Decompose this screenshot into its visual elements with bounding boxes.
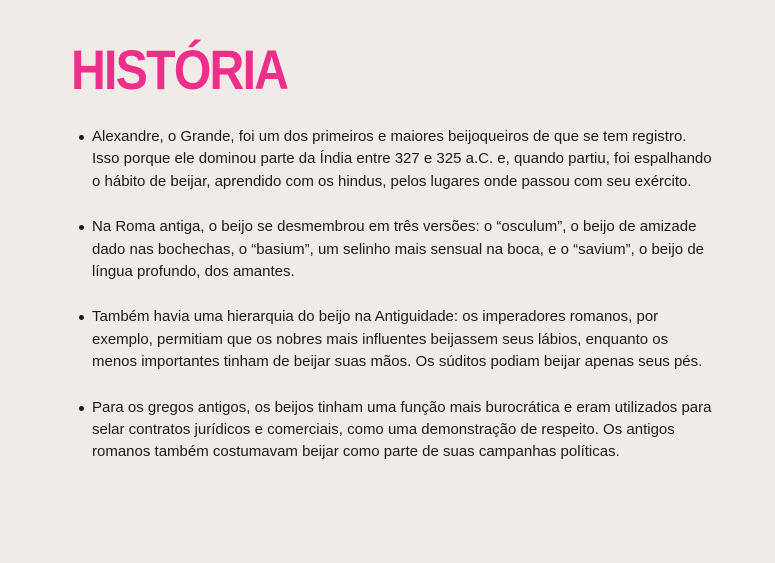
list-item: Na Roma antiga, o beijo se desmembrou em três versões: o “osculum”, o beijo de amizade dado nas bochechas, o “basium”, um selinho mais sensual na boca, e o “savium”, o beijo de língua profundo, dos amantes. (92, 216, 712, 283)
history-facts-list (92, 126, 712, 487)
list-item: Também havia uma hierarquia do beijo na Antiguidade: os imperadores romanos, por exemplo, permitiam que os nobres mais influentes beijassem seus lábios, enquanto os menos importantes tinham de beijar suas mãos. Os súditos podiam beijar apenas seus pés. (92, 306, 712, 373)
list-item: Alexandre, o Grande, foi um dos primeiros e maiores beijoqueiros de que se tem registro. Isso porque ele dominou parte da Índia entre 327 e 325 a.C. e, quando partiu, foi espalhando o hábito de beijar, aprendido com os hindus, pelos lugares onde passou com seu exército. (92, 126, 712, 193)
section-title: HISTÓRIA (71, 38, 288, 101)
list-item: Para os gregos antigos, os beijos tinham uma função mais burocrática e eram utilizados para selar contratos jurídicos e comerciais, como uma demonstração de respeito. Os antigos romanos também costumavam beijar como parte de suas campanhas políticas. (92, 397, 712, 464)
